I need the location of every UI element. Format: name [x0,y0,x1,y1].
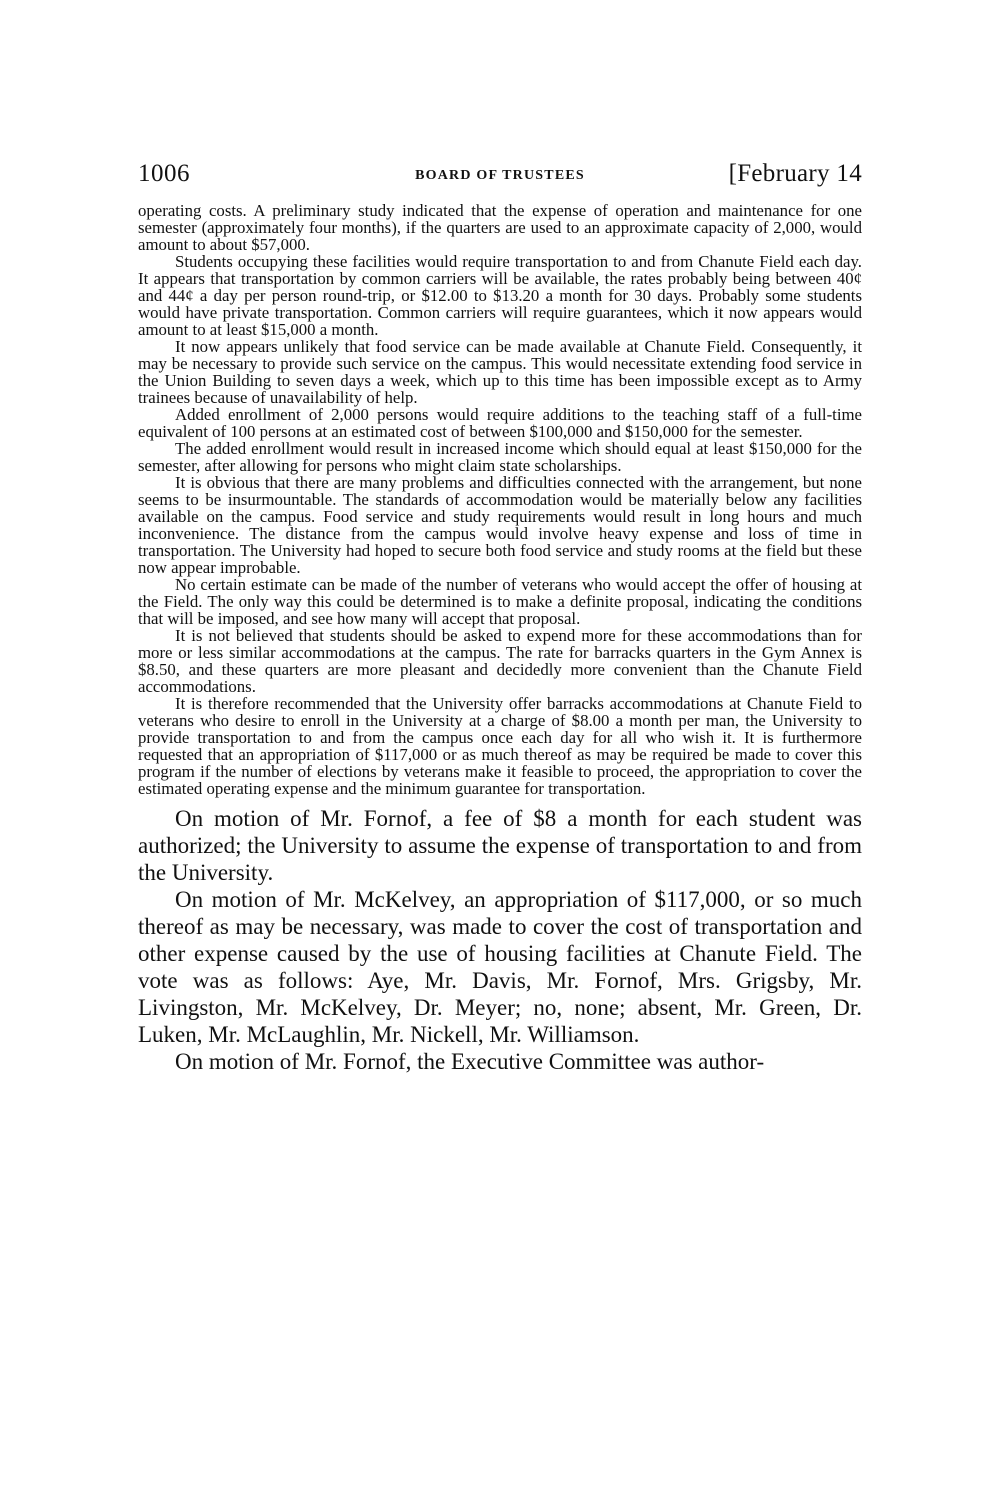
report-paragraph: The added enrollment would result in increased income which should equal at least $150,000 for the semester, after allowing for persons who might claim state scholarships. [138,439,862,475]
report-paragraph: operating costs. A preliminary study indicated that the expense of operation and maintenance for one semester (approximately four months), if the quarters are used to an approximate capacity of 2,000, would amount to about $57,000. [138,201,862,254]
report-paragraph: It is obvious that there are many problems and difficulties connected with the arrangement, but none seems to be insurmountable. The standards of accommodation would be materially below any facilities available on the campus. Food service and study requirements would result in long hours and much inconvenience. The distance from the campus would involve heavy expense and loss of time in transportation. The University had hoped to secure both food service and study rooms at the field but these now appear improbable. [138,473,862,577]
report-paragraph: It is not believed that students should be asked to expend more for these accommodations than for more or less similar accommodations at the campus. The rate for barracks quarters in the Gym Annex is $8.50, and these quarters are more pleasant and decidedly more convenient than the Chanute Field accommodations. [138,626,862,696]
motion-paragraph: On motion of Mr. McKelvey, an appropriation of $117,000, or so much thereof as may be necessary, was made to cover the cost of transportation and other expense caused by the use of housing facilities at Chanute Field. The vote was as follows: Aye, Mr. Davis, Mr. Fornof, Mrs. Grigsby, Mr. Livingston, Mr. McKelvey, Dr. Meyer; no, none; absent, Mr. Green, Dr. Luken, Mr. McLaughlin, Mr. Nickell, Mr. Williamson. [138,887,862,1047]
report-paragraph: It now appears unlikely that food service can be made available at Chanute Field. Consequently, it may be necessary to provide such service on the campus. This would necessitate extending food service in the Union Building to seven days a week, which up to this time has been impossible except as to Army trainees because of unavailability of help. [138,337,862,407]
report-text [138,202,862,797]
running-header [138,160,862,192]
report-paragraph: It is therefore recommended that the University offer barracks accommodations at Chanute Field to veterans who desire to enroll in the University at a charge of $8.00 a month per man, the University to provide transportation to and from the campus once each day for all who wish it. It is furthermore requested that an appropriation of $117,000 or as much thereof as may be required be made to cover this program if the number of elections by veterans make it feasible to proceed, the appropriation to cover the estimated operating expense and the minimum guarantee for transportation. [138,694,862,798]
page-number: 1006 [138,160,190,187]
report-paragraph: Students occupying these facilities would require transportation to and from Chanute Field each day. It appears that transportation by common carriers will be available, the rates probably being between 40¢ and 44¢ a day per person round-trip, or $12.00 to $13.20 a month for 30 days. Probably some students would have private transportation. Common carriers will require guarantees, which it now appears would amount to at least $15,000 a month. [138,252,862,339]
document-page [138,160,862,1075]
running-title: BOARD OF TRUSTEES [415,168,585,183]
report-paragraph: No certain estimate can be made of the number of veterans who would accept the offer of housing at the Field. The only way this could be determined is to make a definite proposal, indicating the conditions that will be imposed, and see how many will accept that proposal. [138,575,862,628]
running-date: [February 14 [728,160,862,187]
report-paragraph: Added enrollment of 2,000 persons would require additions to the teaching staff of a full-time equivalent of 100 persons at an estimated cost of between $100,000 and $150,000 for the semester. [138,405,862,441]
motion-paragraph: On motion of Mr. Fornof, the Executive Committee was author- [175,1049,765,1074]
motions-text [138,805,862,1075]
motion-paragraph: On motion of Mr. Fornof, a fee of $8 a month for each student was authorized; the University to assume the expense of transportation to and from the University. [138,806,862,885]
